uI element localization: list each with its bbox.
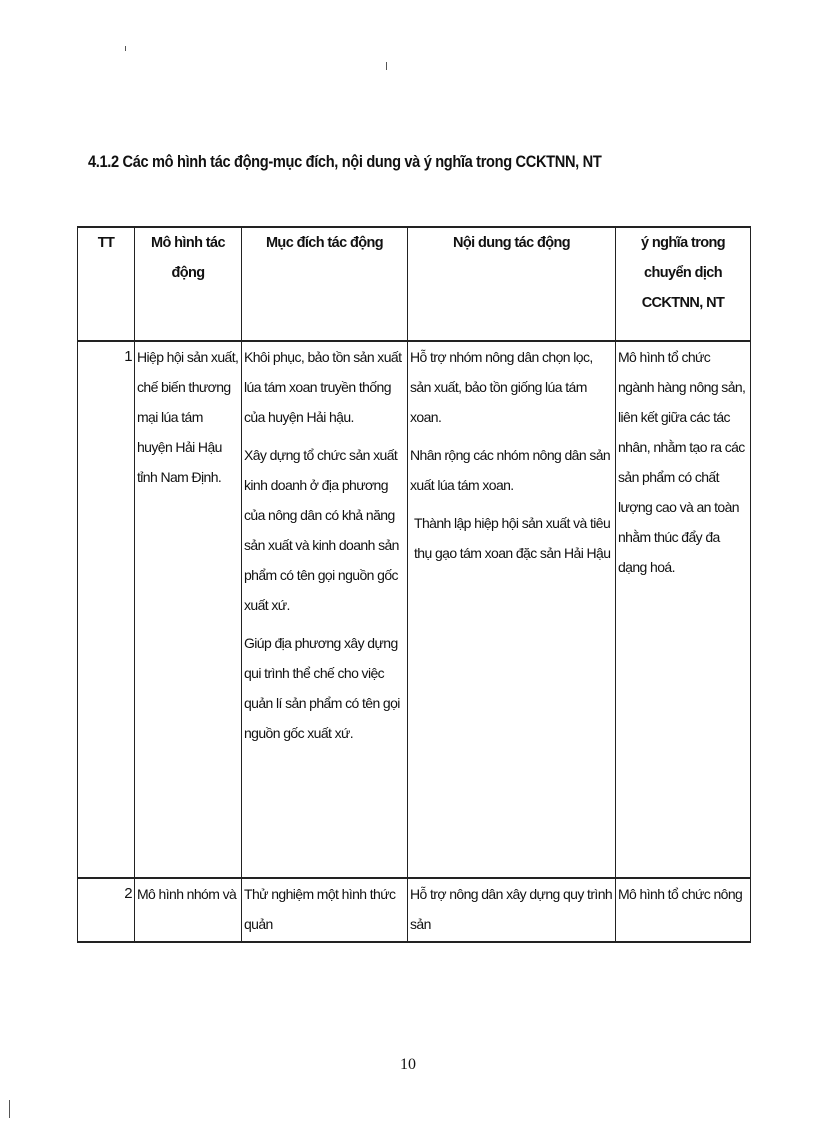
scan-edge-mark bbox=[9, 1100, 10, 1118]
header-content: Nội dung tác động bbox=[408, 227, 616, 341]
row-purpose bbox=[242, 341, 408, 878]
header-purpose: Mục đích tác động bbox=[242, 227, 408, 341]
row-model: Hiệp hội sản xuất, chế biến thương mại lúa tám huyện Hải Hậu tỉnh Nam Định. bbox=[135, 341, 242, 878]
content-paragraph: Hỗ trợ nhóm nông dân chọn lọc, sản xuất, bảo tồn giống lúa tám xoan. bbox=[410, 349, 593, 425]
table-row bbox=[78, 341, 751, 878]
content-paragraph: Thành lập hiệp hội sản xuất và tiêu thụ gạo tám xoan đặc sản Hải Hậu bbox=[414, 515, 611, 561]
row-purpose: Thử nghiệm một hình thức quản bbox=[242, 878, 408, 942]
content-paragraph: Nhân rộng các nhóm nông dân sản xuất lúa tám xoan. bbox=[410, 447, 611, 493]
row-number: 1 bbox=[78, 341, 135, 878]
section-heading: 4.1.2 Các mô hình tác động-mục đích, nội dung và ý nghĩa trong CCKTNN, NT bbox=[88, 152, 602, 171]
page-number: 10 bbox=[400, 1056, 416, 1073]
scan-speck bbox=[125, 46, 126, 51]
row-model: Mô hình nhóm và bbox=[135, 878, 242, 942]
row-meaning: Mô hình tổ chức ngành hàng nông sản, liên kết giữa các tác nhân, nhằm tạo ra các sản phẩm có chất lượng cao và an toàn nhằm thúc đẩy đa dạng hoá. bbox=[616, 341, 751, 878]
scan-speck bbox=[386, 62, 387, 70]
purpose-paragraph: Giúp địa phương xây dựng qui trình thể chế cho việc quản lí sản phẩm có tên gọi nguồn gốc xuất xứ. bbox=[244, 635, 400, 741]
purpose-paragraph: Khôi phục, bảo tồn sản xuất lúa tám xoan truyền thống của huyện Hải hậu. bbox=[244, 349, 402, 425]
header-meaning: ý nghĩa trong chuyển dịch CCKTNN, NT bbox=[616, 227, 751, 341]
row-meaning: Mô hình tổ chức nông bbox=[616, 878, 751, 942]
table-row bbox=[78, 878, 751, 942]
row-content: Hỗ trợ nông dân xây dựng quy trình sản bbox=[408, 878, 616, 942]
row-content bbox=[408, 341, 616, 878]
purpose-paragraph: Xây dựng tổ chức sản xuất kinh doanh ở địa phương của nông dân có khả năng sản xuất và kinh doanh sản phẩm có tên gọi nguồn gốc xuất xứ. bbox=[244, 447, 399, 613]
header-model: Mô hình tác động bbox=[135, 227, 242, 341]
table-header-row bbox=[78, 227, 751, 341]
row-number: 2 bbox=[78, 878, 135, 942]
header-tt: TT bbox=[78, 227, 135, 341]
impact-models-table bbox=[77, 226, 751, 943]
